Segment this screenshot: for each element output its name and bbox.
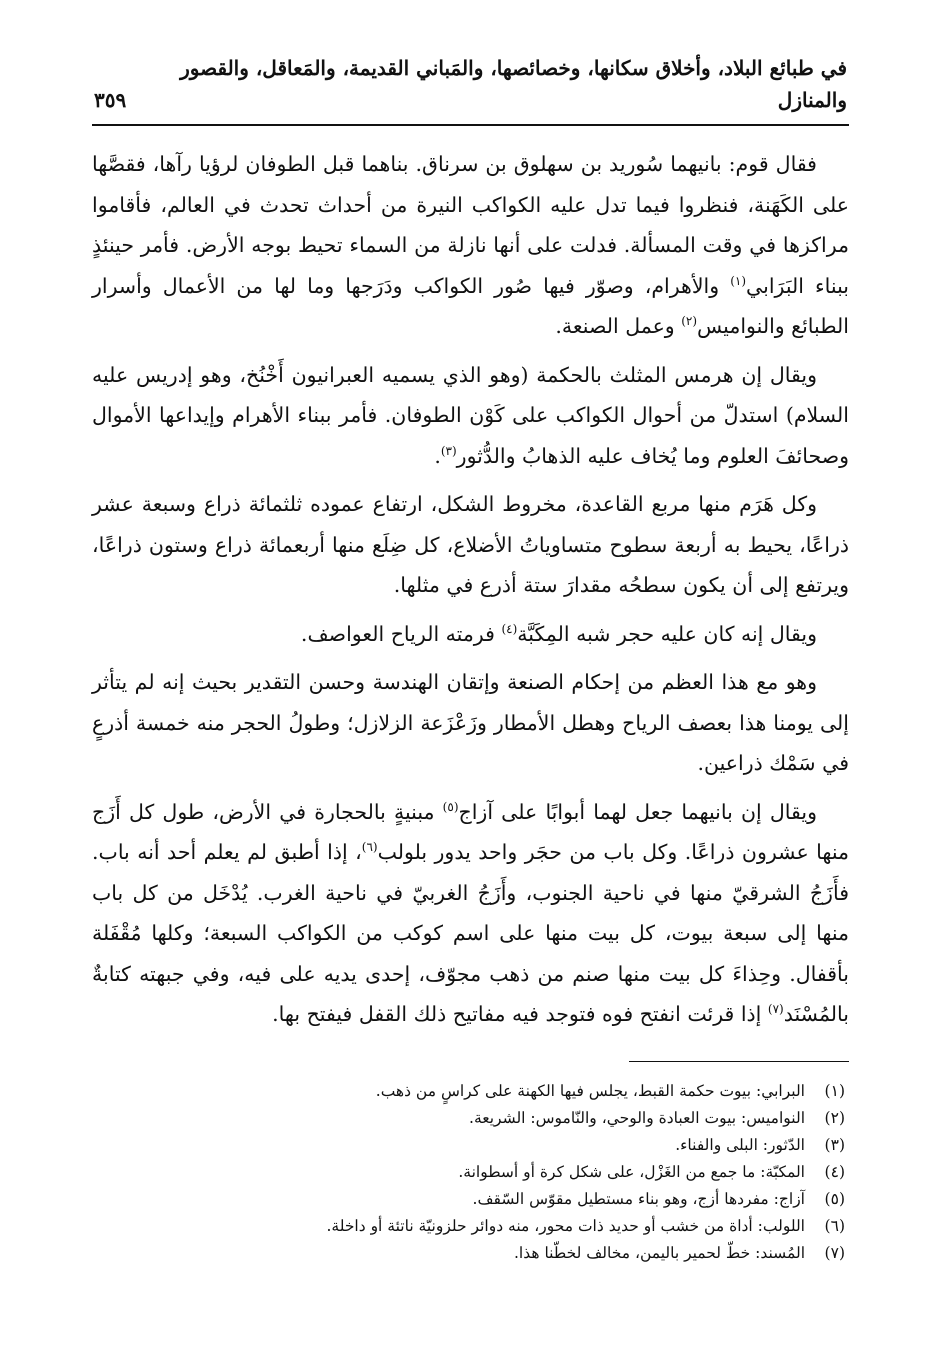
main-text bbox=[92, 144, 849, 1035]
paragraph-text: مبنيةٍ بالحجارة في الأرض، طول كل أَزَج منها عشرون ذراعًا. وكل باب من حجَر واحد يدور بلولب bbox=[92, 799, 849, 864]
footnote-marker: (٣) bbox=[440, 443, 457, 458]
footnote-number: (٤) bbox=[824, 1162, 845, 1181]
footnote bbox=[92, 1186, 845, 1213]
footnote bbox=[92, 1213, 845, 1240]
paragraph bbox=[92, 355, 849, 477]
running-title: في طبائع البلاد، وأخلاق سكانها، وخصائصها، والمَباني القديمة، والمَعاقل، والقصور والمنازل bbox=[180, 56, 847, 112]
paragraph-text: إذا قرئت انفتح فوه فتوجد فيه مفاتيح ذلك القفل فيفتح بها. bbox=[272, 1002, 768, 1026]
footnote-text: البرابي: بيوت حكمة القبط، يجلس فيها الكهنة على كراسٍ من ذهب. bbox=[375, 1081, 805, 1100]
footnote bbox=[92, 1132, 845, 1159]
footnote-number: (٢) bbox=[824, 1108, 845, 1127]
paragraph-text: ، إذا أطبق لم يعلم أحد أنه باب. فأَزَجُ الشرقيّ منها في ناحية الجنوب، وأَزَجُ الغربيّ في ناحية الغرب. يُدْخَل من كل باب منها إلى سبعة بيوت، كل بيت منها على اسم كوكب من الكواكب السبعة؛ وكلها مُقْفَلة بأقفال. وحِذاءَ كل بيت منها صنم من ذهب مجوّف، إحدى يديه على فيه، وفي جبهته كتابةٌ بالمُسْنَد bbox=[92, 840, 849, 1026]
footnote-marker: (٦) bbox=[361, 840, 378, 855]
paragraph-text: ويقال إن بانيهما جعل لهما أبوابًا على آزاج bbox=[458, 799, 817, 824]
footnote bbox=[92, 1105, 845, 1132]
paragraph-text: فرمته الرياح العواصف. bbox=[300, 621, 502, 646]
footnote bbox=[92, 1159, 845, 1186]
footnote-number: (٥) bbox=[824, 1189, 845, 1208]
footnote-number: (٧) bbox=[824, 1243, 845, 1262]
paragraph-text: ويقال إنه كان عليه حجر شبه المِكَبَّة bbox=[517, 621, 817, 646]
footnote-text: الدّثور: البلى والفناء. bbox=[675, 1135, 805, 1154]
footnote bbox=[92, 1240, 845, 1267]
running-header bbox=[92, 52, 849, 126]
footnote-number: (٣) bbox=[824, 1135, 845, 1154]
paragraph bbox=[92, 144, 849, 347]
footnote-number: (٦) bbox=[824, 1216, 845, 1235]
footnote-text: المكبّة: ما جمع من الغَزْل، على شكل كرة أو أسطوانة. bbox=[458, 1162, 805, 1181]
footnote-text: النواميس: بيوت العبادة والوحي، والنّاموس: الشريعة. bbox=[469, 1108, 805, 1127]
footnote-divider bbox=[629, 1061, 849, 1062]
paragraph-text: وكل هَرَم منها مربع القاعدة، مخروط الشكل، ارتفاع عموده ثلثمائة ذراع وسبعة عشر ذراعًا، يحيط به أربعة سطوح متساوياتُ الأضلاع، كل ضِلَع منها أربعمائة ذراع وستون ذراعًا، ويرتفع إلى أن يكون سطحُه مقدارَ ستة أذرع في مثلها. bbox=[92, 492, 849, 597]
paragraph-text: والأهرام، وصوّر فيها صُور الكواكب ودَرَجها وما لها من الأعمال وأسرار الطبائع والنواميس bbox=[92, 273, 849, 338]
paragraph-text: وعمل الصنعة. bbox=[555, 314, 682, 338]
footnote-marker: (٤) bbox=[501, 621, 518, 636]
footnote-number: (١) bbox=[824, 1081, 845, 1100]
footnote-text: المُسند: خطّ لحمير باليمن، مخالف لخطّنا هذا. bbox=[513, 1243, 805, 1262]
footnote-marker: (١) bbox=[730, 273, 747, 288]
paragraph-text: فقال قوم: بانيهما سُوريد بن سهلوق بن سرناق. بناهما قبل الطوفان لرؤيا رآها، فقصَّها على الكَهَنة، فنظروا فيما تدل عليه الكواكب النيرة من أحداث تحدث في العالم، فأقاموا مراكزها في وقت المسألة. فدلت على أنها نازلة من السماء تحيط بوجه الأرض. فأمر حينئذٍ ببناء البَرَابي bbox=[92, 152, 849, 298]
paragraph-text: وهو مع هذا العظم من إحكام الصنعة وإتقان الهندسة وحسن التقدير بحيث إنه لم يتأثر إلى يومنا هذا بعصف الرياح وهطل الأمطار وزَعْزَعة الزلازل؛ وطولُ الحجر منه خمسة أذرعٍ في سَمْك ذراعين. bbox=[92, 670, 849, 775]
footnote bbox=[92, 1078, 845, 1105]
page-number: ٣٥٩ bbox=[94, 88, 127, 112]
paragraph bbox=[92, 662, 849, 784]
footnote-marker: (٥) bbox=[442, 799, 459, 814]
footnotes-list bbox=[92, 1078, 849, 1267]
paragraph bbox=[92, 614, 849, 655]
footnote-marker: (٧) bbox=[767, 1002, 784, 1017]
footnote-marker: (٢) bbox=[681, 314, 698, 329]
footnote-text: آزاج: مفردها أزج، وهو بناء مستطيل مقوّس السّقف. bbox=[472, 1189, 805, 1208]
footnote-text: اللولب: أداة من خشب أو حديد ذات محور، منه دوائر حلزونيّة ناتئة أو داخلة. bbox=[326, 1216, 805, 1235]
paragraph-text: ويقال إن هرمس المثلث بالحكمة (وهو الذي يسميه العبرانيون أَخْنُخ، وهو إدريس عليه السلام) استدلّ من أحوال الكواكب على كَوْن الطوفان. فأمر ببناء الأهرام وإيداعها الأموال وصحائفَ العلوم وما يُخاف عليه الذهابُ والدُّثور bbox=[92, 362, 849, 468]
paragraph bbox=[92, 484, 849, 606]
paragraph bbox=[92, 792, 849, 1035]
paragraph-text: . bbox=[434, 443, 441, 468]
